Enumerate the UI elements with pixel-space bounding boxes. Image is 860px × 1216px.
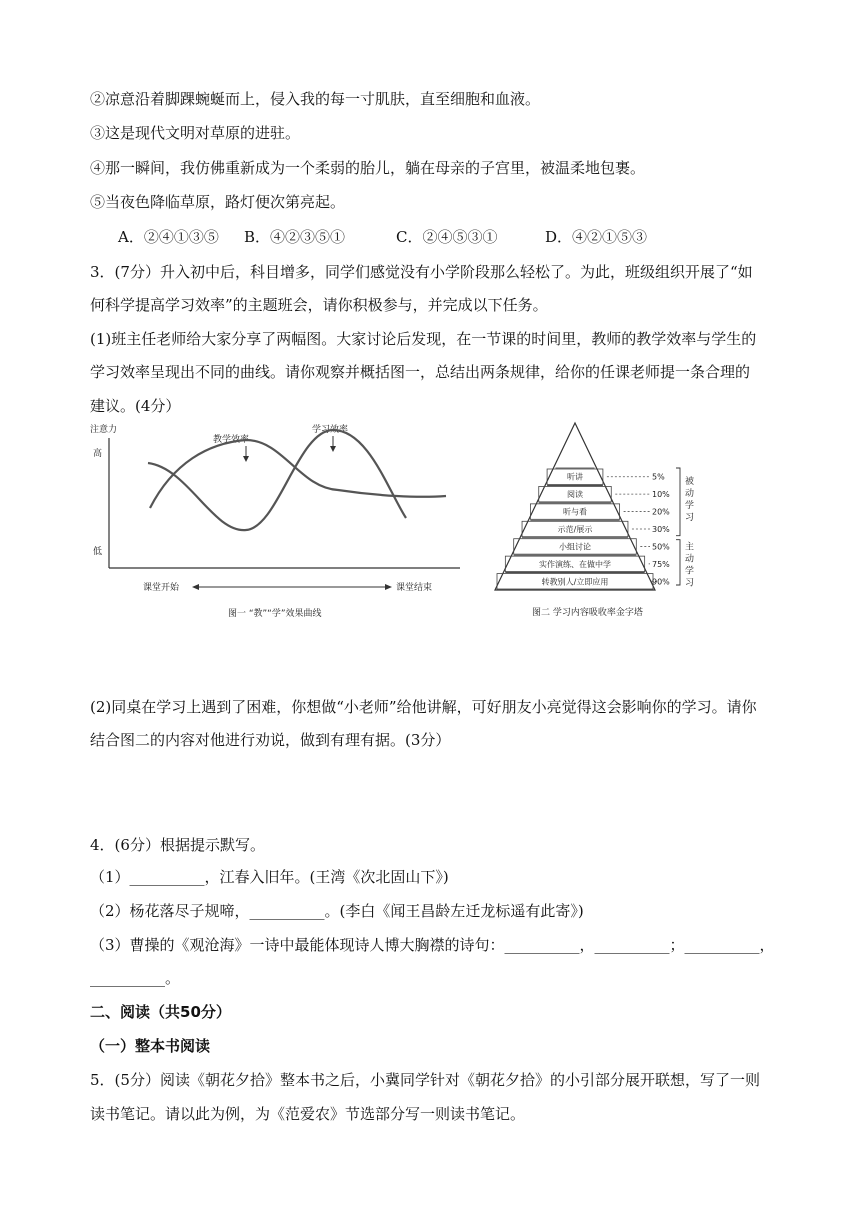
pyramid-percent-label: 75% (652, 559, 670, 569)
figure-2-caption: 图二 学习内容吸收率金字塔 (532, 608, 643, 618)
pyramid-level-label: 转教别人/立即应用 (541, 577, 609, 587)
time-arrow-right (385, 584, 392, 590)
option-d: D．④②①⑤③ (545, 228, 648, 246)
q3-line-1: 3．(7分）升入初中后，科目增多，同学们感觉没有小学阶段那么轻松了。为此，班级组织开展了“如 (90, 263, 753, 281)
figure-2-pyramid (490, 418, 720, 628)
passive-learning-label: 习 (685, 513, 695, 523)
active-learning-label: 学 (685, 566, 695, 577)
q3-line-2: 何科学提高学习效率”的主题班会，请你积极参与，并完成以下任务。 (90, 296, 548, 314)
q3-part2-line-1: (2)同桌在学习上遇到了困难，你想做“小老师”给他讲解，可好朋友小亮觉得这会影响你的学习。请你 (90, 698, 757, 716)
active-learning-label: 主 (685, 542, 695, 553)
sentence-5: ⑤当夜色降临草原，路灯便次第亮起。 (90, 193, 346, 211)
pyramid-level-label: 实作演练、在做中学 (539, 559, 611, 569)
sentence-3: ③这是现代文明对草原的进驻。 (90, 124, 301, 142)
learning-efficiency-curve (148, 430, 406, 530)
pyramid-percent-label: 30% (652, 525, 670, 534)
passive-learning-label: 动 (685, 489, 695, 499)
class-end-label: 课堂结束 (396, 583, 433, 593)
q3-part1-line-3: 建议。(4分） (90, 397, 181, 415)
section-2-subtitle: （一）整本书阅读 (90, 1037, 211, 1055)
q5-line-1: 5．(5分）阅读《朝花夕拾》整本书之后，小冀同学针对《朝花夕拾》的小引部分展开联想，写了一则 (90, 1071, 760, 1089)
pyramid-percent-label: 50% (652, 542, 670, 552)
q3-part1-line-1: (1)班主任老师给大家分享了两幅图。大家讨论后发现，在一节课的时间里，教师的教学效率与学生的 (90, 330, 757, 348)
sentence-4: ④那一瞬间，我仿佛重新成为一个柔弱的胎儿，躺在母亲的子宫里，被温柔地包裹。 (90, 159, 646, 177)
teach-efficiency-label: 教学效率 (213, 435, 250, 445)
learn-efficiency-label: 学习效率 (312, 425, 349, 435)
q4-line-2: （2）杨花落尽子规啼，__________。(李白《闻王昌龄左迁龙标遥有此寄》) (90, 902, 584, 920)
time-arrow-left (192, 584, 199, 590)
y-axis-label: 注意力 (90, 425, 118, 435)
q3-part1-line-2: 学习效率呈现出不同的曲线。请你观察并概括图一，总结出两条规律，给你的任课老师提一条合理的 (90, 363, 751, 381)
y-low-label: 低 (93, 547, 103, 557)
pyramid-level-label: 听与看 (563, 507, 587, 517)
active-learning-label: 习 (685, 578, 695, 589)
class-start-label: 课堂开始 (143, 583, 180, 593)
y-high-label: 高 (93, 449, 103, 459)
pyramid-level-label: 阅读 (567, 490, 583, 500)
pyramid-level-label: 小组讨论 (559, 542, 591, 552)
q3-part2-line-2: 结合图二的内容对他进行劝说，做到有理有据。(3分） (90, 731, 451, 749)
option-b: B．④②③⑤① (244, 228, 346, 246)
passive-learning-label: 被 (685, 477, 695, 487)
pyramid-level-label: 示范/展示 (557, 525, 593, 534)
passive-bracket (676, 468, 680, 536)
sentence-2: ②凉意沿着脚踝蜿蜒而上，侵入我的每一寸肌肤，直至细胞和血液。 (90, 90, 541, 108)
pyramid-level-label: 听讲 (567, 472, 583, 482)
q4-line-4: __________。 (90, 969, 181, 987)
q4-line-3: （3）曹操的《观沧海》一诗中最能体现诗人博大胸襟的诗句：__________，__________；__________， (90, 936, 775, 954)
pyramid-percent-label: 5% (652, 472, 665, 482)
q4-title: 4．(6分）根据提示默写。 (90, 836, 265, 854)
pyramid-percent-label: 10% (652, 490, 670, 500)
active-bracket (676, 540, 680, 585)
figure-1-curves (88, 418, 468, 628)
pyramid-percent-label: 90% (652, 577, 670, 587)
section-2-title: 二、阅读（共50分） (90, 1003, 231, 1021)
q5-line-2: 读书笔记。请以此为例，为《范爱农》节选部分写一则读书笔记。 (90, 1105, 526, 1123)
option-c: C．②④⑤③① (396, 228, 498, 246)
learn-arrow-head (330, 446, 336, 452)
option-a: A．②④①③⑤ (118, 228, 219, 246)
teaching-efficiency-curve (150, 440, 446, 508)
q4-line-1: （1）__________，江春入旧年。(王湾《次北固山下》) (90, 868, 449, 886)
figure-1-caption: 图一 “教”“学”效果曲线 (228, 609, 322, 619)
active-learning-label: 动 (685, 554, 695, 565)
passive-learning-label: 学 (685, 501, 695, 511)
teach-arrow-head (243, 456, 249, 462)
pyramid-percent-label: 20% (652, 507, 670, 517)
